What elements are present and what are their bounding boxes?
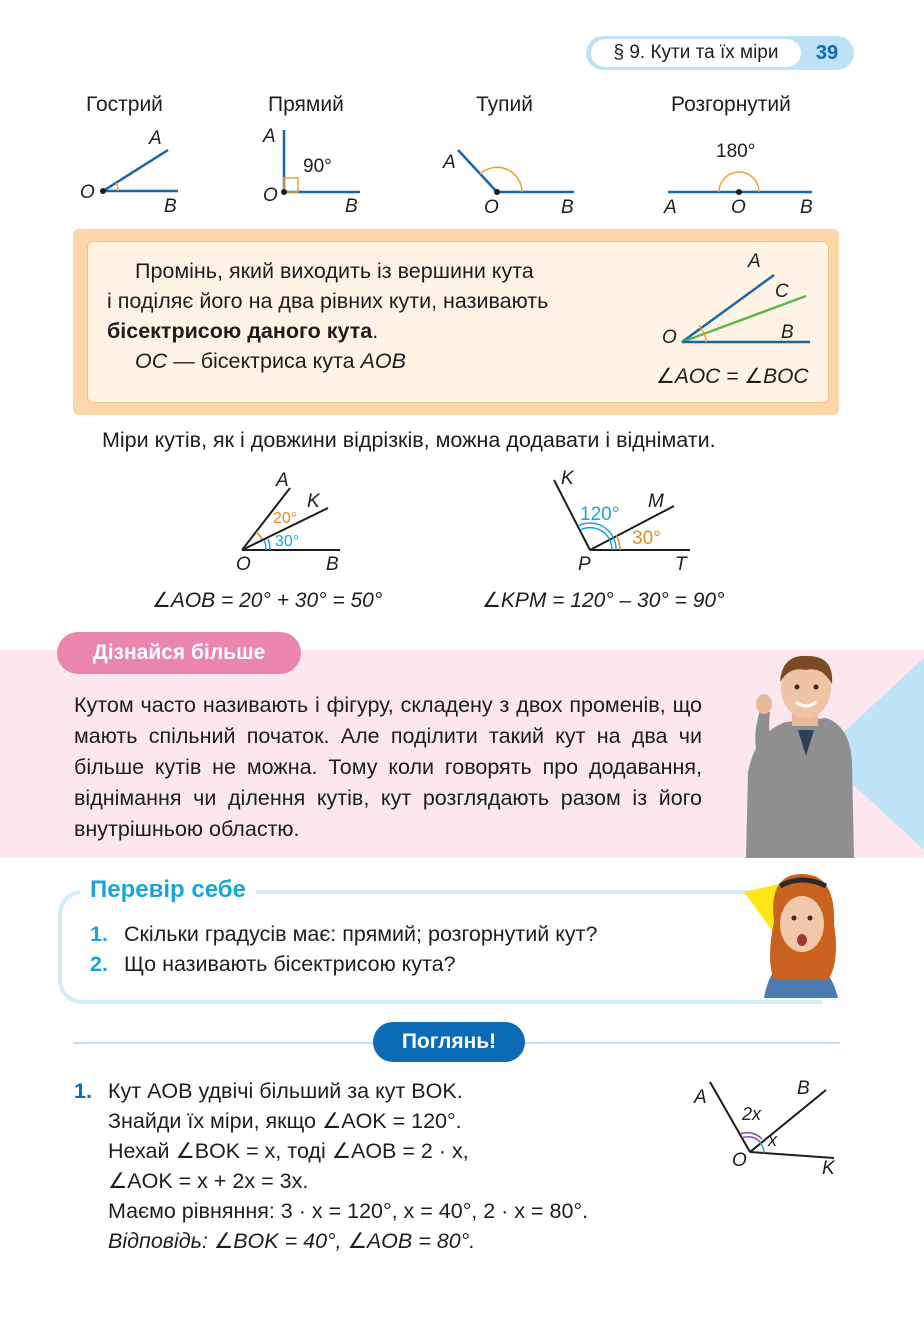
page-number: 39 (815, 42, 839, 64)
example-line-3: Нехай ∠BOK = x, тоді ∠AOB = 2 · x, (108, 1139, 469, 1163)
definition-example (107, 346, 633, 376)
definition-line-1: Промінь, який виходить із вершини кута (135, 259, 534, 283)
straight-title: Розгорнутий (671, 93, 791, 116)
ex-label-b: B (797, 1078, 810, 1099)
definition-line-2: і поділяє його на два рівних кути, називають (107, 289, 549, 313)
definition-term-end: . (372, 319, 379, 343)
girl-illustration (744, 862, 846, 998)
definition-term: бісектрисою даного кута (107, 319, 373, 343)
question-2-text: Що називають бісектрисою кута? (124, 952, 456, 976)
right-label-b: B (345, 196, 358, 217)
bisector-label-b: B (781, 322, 794, 343)
angle-operations-figures (0, 460, 924, 580)
boy-illustration (726, 652, 856, 858)
example-line-4: ∠AOK = x + 2x = 3x. (108, 1169, 309, 1193)
obtuse-angle-figure (458, 150, 574, 195)
sub-label-k: K (561, 468, 574, 489)
right-label-o: O (263, 185, 278, 206)
learn-more-badge: Дізнайся більше (57, 632, 301, 674)
example-oc: OC (135, 349, 168, 373)
acute-label-o: O (80, 182, 95, 203)
acute-angle-figure (100, 150, 178, 194)
straight-angle-figure (668, 172, 812, 195)
check-yourself-title: Перевір себе (80, 874, 256, 906)
ex-label-a: A (694, 1087, 707, 1108)
obtuse-label-o: O (484, 197, 499, 218)
bisector-label-a: A (748, 251, 761, 272)
example-line-5: Маємо рівняння: 3 · x = 120°, x = 40°, 2 · x = 80°. (108, 1199, 589, 1223)
ex-angle-2x: 2x (742, 1104, 762, 1124)
acute-label-b: B (164, 196, 177, 217)
learn-more-paragraph: Кутом часто називають і фігуру, складену з двох променів, що мають спільний початок. Але поділити такий кут на два чи більше кутів не можна. Тому коли говорять про додавання, віднімання чи ділення кутів, кут розглядають разом із його внутрішньою областю. (74, 693, 702, 841)
straight-label-b: B (800, 197, 813, 218)
right-title: Прямий (268, 93, 344, 116)
straight-label-a: A (664, 197, 677, 218)
acute-title: Гострий (86, 93, 163, 116)
sub-angle-2: 30° (632, 528, 661, 549)
bisector-label-c: C (775, 281, 789, 302)
right-label-a: A (263, 126, 276, 147)
obtuse-label-b: B (561, 197, 574, 218)
ex-angle-x: x (768, 1130, 777, 1150)
obtuse-label-a: A (443, 152, 456, 173)
add-angle-2: 30° (275, 533, 300, 550)
add-label-o: O (236, 554, 251, 575)
add-label-a: A (276, 470, 289, 491)
section-title: § 9. Кути та їх міри (591, 39, 801, 67)
right-degrees: 90° (303, 156, 332, 177)
acute-label-a: A (149, 128, 162, 149)
add-angle-1: 20° (273, 510, 298, 527)
add-label-b: B (326, 554, 339, 575)
bisector-equation: ∠AOC = ∠BOC (656, 365, 809, 388)
straight-label-o: O (731, 197, 746, 218)
straight-degrees: 180° (716, 141, 756, 162)
learn-more-text (74, 690, 702, 845)
question-2 (90, 949, 456, 979)
example-line-6: Відповідь: ∠BOK = 40°, ∠AOB = 80°. (108, 1229, 476, 1253)
example-number: 1. (74, 1079, 92, 1103)
question-2-number: 2. (90, 952, 108, 976)
sub-label-p: P (578, 554, 591, 575)
subtraction-figure (554, 480, 690, 550)
example-line-2: Знайди їх міри, якщо ∠AOK = 120°. (108, 1109, 462, 1133)
addition-equation: ∠AOB = 20° + 30° = 50° (152, 589, 383, 612)
question-1-text: Скільки градусів має: прямий; розгорнутий кут? (124, 922, 598, 946)
question-1-number: 1. (90, 922, 108, 946)
question-1 (90, 919, 597, 949)
sub-label-t: T (675, 554, 687, 575)
example-mid: — бісектриса кута (167, 349, 361, 373)
example-line-1: Кут AOB удвічі більший за кут BOK. (108, 1079, 463, 1103)
angle-types-figures (0, 0, 924, 230)
example-aob: AOB (360, 349, 406, 373)
subtraction-equation: ∠KPM = 120° – 30° = 90° (482, 589, 725, 612)
add-label-k: K (307, 491, 320, 512)
measures-sentence: Міри кутів, як і довжини відрізків, можна додавати і віднімати. (102, 428, 716, 452)
look-badge: Поглянь! (373, 1022, 525, 1062)
ex-label-o: O (732, 1150, 747, 1171)
sub-label-m: M (648, 491, 664, 512)
sub-angle-1: 120° (580, 504, 620, 525)
obtuse-title: Тупий (476, 93, 533, 116)
ex-label-k: K (822, 1158, 835, 1179)
bisector-label-o: O (662, 327, 677, 348)
